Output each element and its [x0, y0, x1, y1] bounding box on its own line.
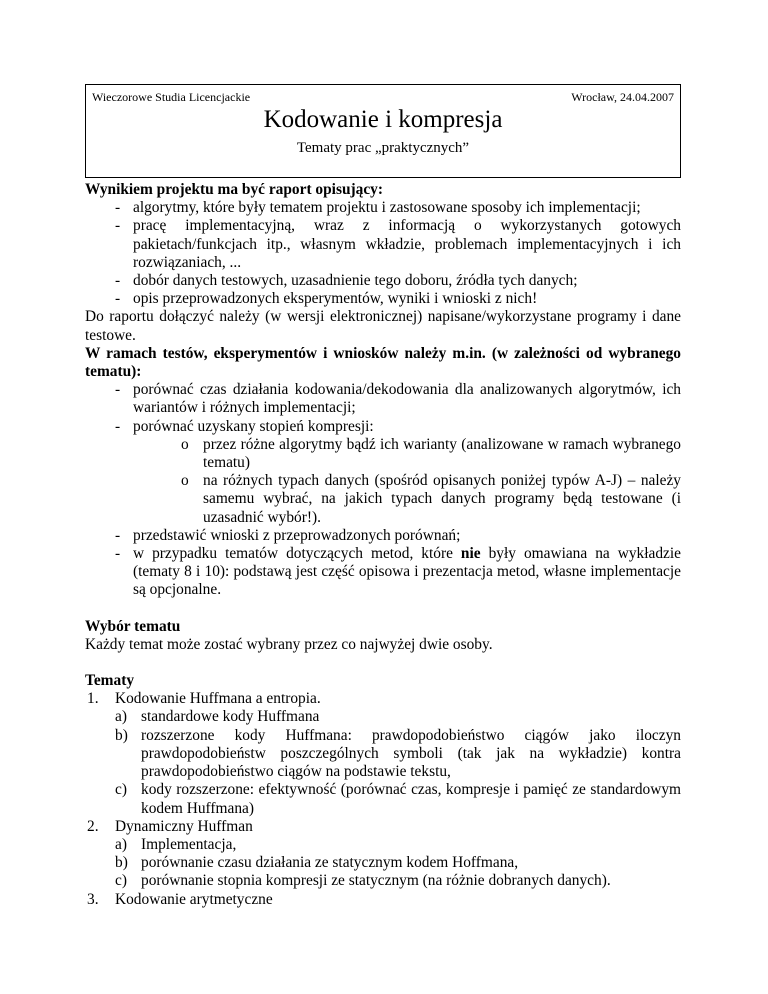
- topic-subitem-marker: b): [115, 726, 128, 744]
- topic-subitem-text: Implementacja,: [141, 835, 237, 853]
- choice-heading: Wybór tematu: [85, 617, 181, 635]
- topic-subitem-text: kody rozszerzone: efektywność (porównać czas, kompresje i pamięć ze standardowym kodem Huffmana): [141, 781, 681, 817]
- topic-subitem-marker: c): [115, 781, 127, 799]
- tests-item-post: były omawiana na wykładzie (tematy 8 i 10): podstawą jest część opisowa i prezentacja metod, własne implementacje są opcjonalne.: [133, 545, 681, 599]
- tests-item-text: przedstawić wnioski z przeprowadzonych porównań;: [133, 526, 461, 544]
- tests-item: [85, 545, 681, 600]
- dash-bullet: -: [115, 417, 121, 435]
- tests-item-text: porównać uzyskany stopień kompresji:: [133, 417, 374, 435]
- topic-subitem-marker: a): [115, 708, 127, 726]
- report-item-text: algorytmy, które były tematem projektu i zastosowane sposoby ich implementacji;: [133, 199, 641, 217]
- topic-subitem-marker: a): [115, 835, 127, 853]
- tests-item-text: porównać czas działania kodowania/dekodowania dla analizowanych algorytmów, ich wariantów i różnych implementacji;: [133, 381, 681, 417]
- topic-number: 3.: [87, 890, 99, 908]
- page-title: Kodowanie i kompresja: [263, 106, 503, 133]
- document-body: [85, 181, 681, 909]
- dash-bullet: -: [115, 526, 121, 544]
- topic-number: 2.: [87, 817, 99, 835]
- dash-bullet: -: [115, 381, 121, 399]
- tests-item-emphasis: nie: [460, 545, 481, 563]
- tests-subitem: [85, 472, 681, 527]
- report-item: [85, 217, 681, 272]
- dash-bullet: -: [115, 217, 121, 235]
- topic-title: Kodowanie arytmetyczne: [115, 890, 273, 908]
- attachment-note: Do raportu dołączyć należy (w wersji elektronicznej) napisane/wykorzystane programy i dane testowe.: [85, 308, 681, 344]
- topic-subitem-marker: b): [115, 854, 128, 872]
- report-item-text: opis przeprowadzonych eksperymentów, wyniki i wnioski z nich!: [133, 290, 538, 308]
- report-item-text: dobór danych testowych, uzasadnienie tego doboru, źródła tych danych;: [133, 272, 578, 290]
- report-item: [85, 290, 681, 308]
- topic-subitem: [85, 872, 681, 890]
- circle-bullet: o: [181, 472, 189, 490]
- topic-subitem: [85, 854, 681, 872]
- header-box: [85, 84, 681, 178]
- header-program: Wieczorowe Studia Licencjackie: [92, 90, 251, 104]
- topic-subitem-text: porównanie stopnia kompresji ze statycznym (na różnie dobranych danych).: [141, 872, 611, 890]
- tests-item: [85, 527, 681, 545]
- topic-number: 1.: [87, 690, 99, 708]
- topic-subitem-text: rozszerzone kody Huffmana: prawdopodobieństwo ciągów jako iloczyn prawdopodobieństw poszczególnych symboli (tak jak na wykładzie) kontra prawdopodobieństwo ciągów na podstawie tekstu,: [141, 726, 681, 781]
- topic-subitem-text: porównanie czasu działania ze statycznym kodem Hoffmana,: [141, 854, 519, 872]
- header-date: Wrocław, 24.04.2007: [571, 90, 674, 104]
- report-heading: Wynikiem projektu ma być raport opisujący:: [85, 181, 383, 198]
- report-item: [85, 199, 681, 217]
- topic-item: [85, 891, 681, 909]
- tests-subitem-text: przez różne algorytmy bądź ich warianty (analizowane w ramach wybranego tematu): [203, 435, 681, 472]
- tests-heading: W ramach testów, eksperymentów i wniosków należy m.in. (w zależności od wybranego tematu):: [85, 344, 681, 381]
- tests-item-text: [133, 545, 681, 598]
- topic-subitem: [85, 836, 681, 854]
- topics-heading: Tematy: [85, 672, 135, 690]
- tests-subitem-text: na różnych typach danych (spośród opisanych poniżej typów A-J) – należy samemu wybrać, na jakich typach danych programy będą testowane (i uzasadnić wybór!).: [203, 472, 681, 526]
- topic-item: [85, 818, 681, 836]
- topic-title: Kodowanie Huffmana a entropia.: [115, 690, 321, 708]
- dash-bullet: -: [115, 199, 121, 217]
- topic-subitem-marker: c): [115, 872, 127, 890]
- topic-subitem-text: standardowe kody Huffmana: [141, 708, 320, 726]
- topic-subitem: [85, 781, 681, 817]
- dash-bullet: -: [115, 272, 121, 290]
- circle-bullet: o: [181, 435, 189, 453]
- choice-text: Każdy temat może zostać wybrany przez co najwyżej dwie osoby.: [85, 635, 493, 653]
- tests-item: [85, 381, 681, 417]
- dash-bullet: -: [115, 290, 121, 308]
- topic-subitem: [85, 727, 681, 782]
- page-subtitle: Tematy prac „praktycznych”: [296, 140, 470, 156]
- report-item-text: pracę implementacyjną, wraz z informacją o wykorzystanych gotowych pakietach/funkcjach itp., własnym wkładzie, problemach implementacyjnych i ich rozwiązaniach, ...: [133, 217, 681, 271]
- dash-bullet: -: [115, 545, 121, 563]
- topic-title: Dynamiczny Huffman: [115, 817, 253, 835]
- tests-item: [85, 418, 681, 436]
- tests-item-pre: w przypadku tematów dotyczących metod, które: [133, 545, 461, 563]
- report-item: [85, 272, 681, 290]
- topic-subitem: [85, 708, 681, 726]
- topic-item: [85, 690, 681, 708]
- tests-subitem: [85, 436, 681, 472]
